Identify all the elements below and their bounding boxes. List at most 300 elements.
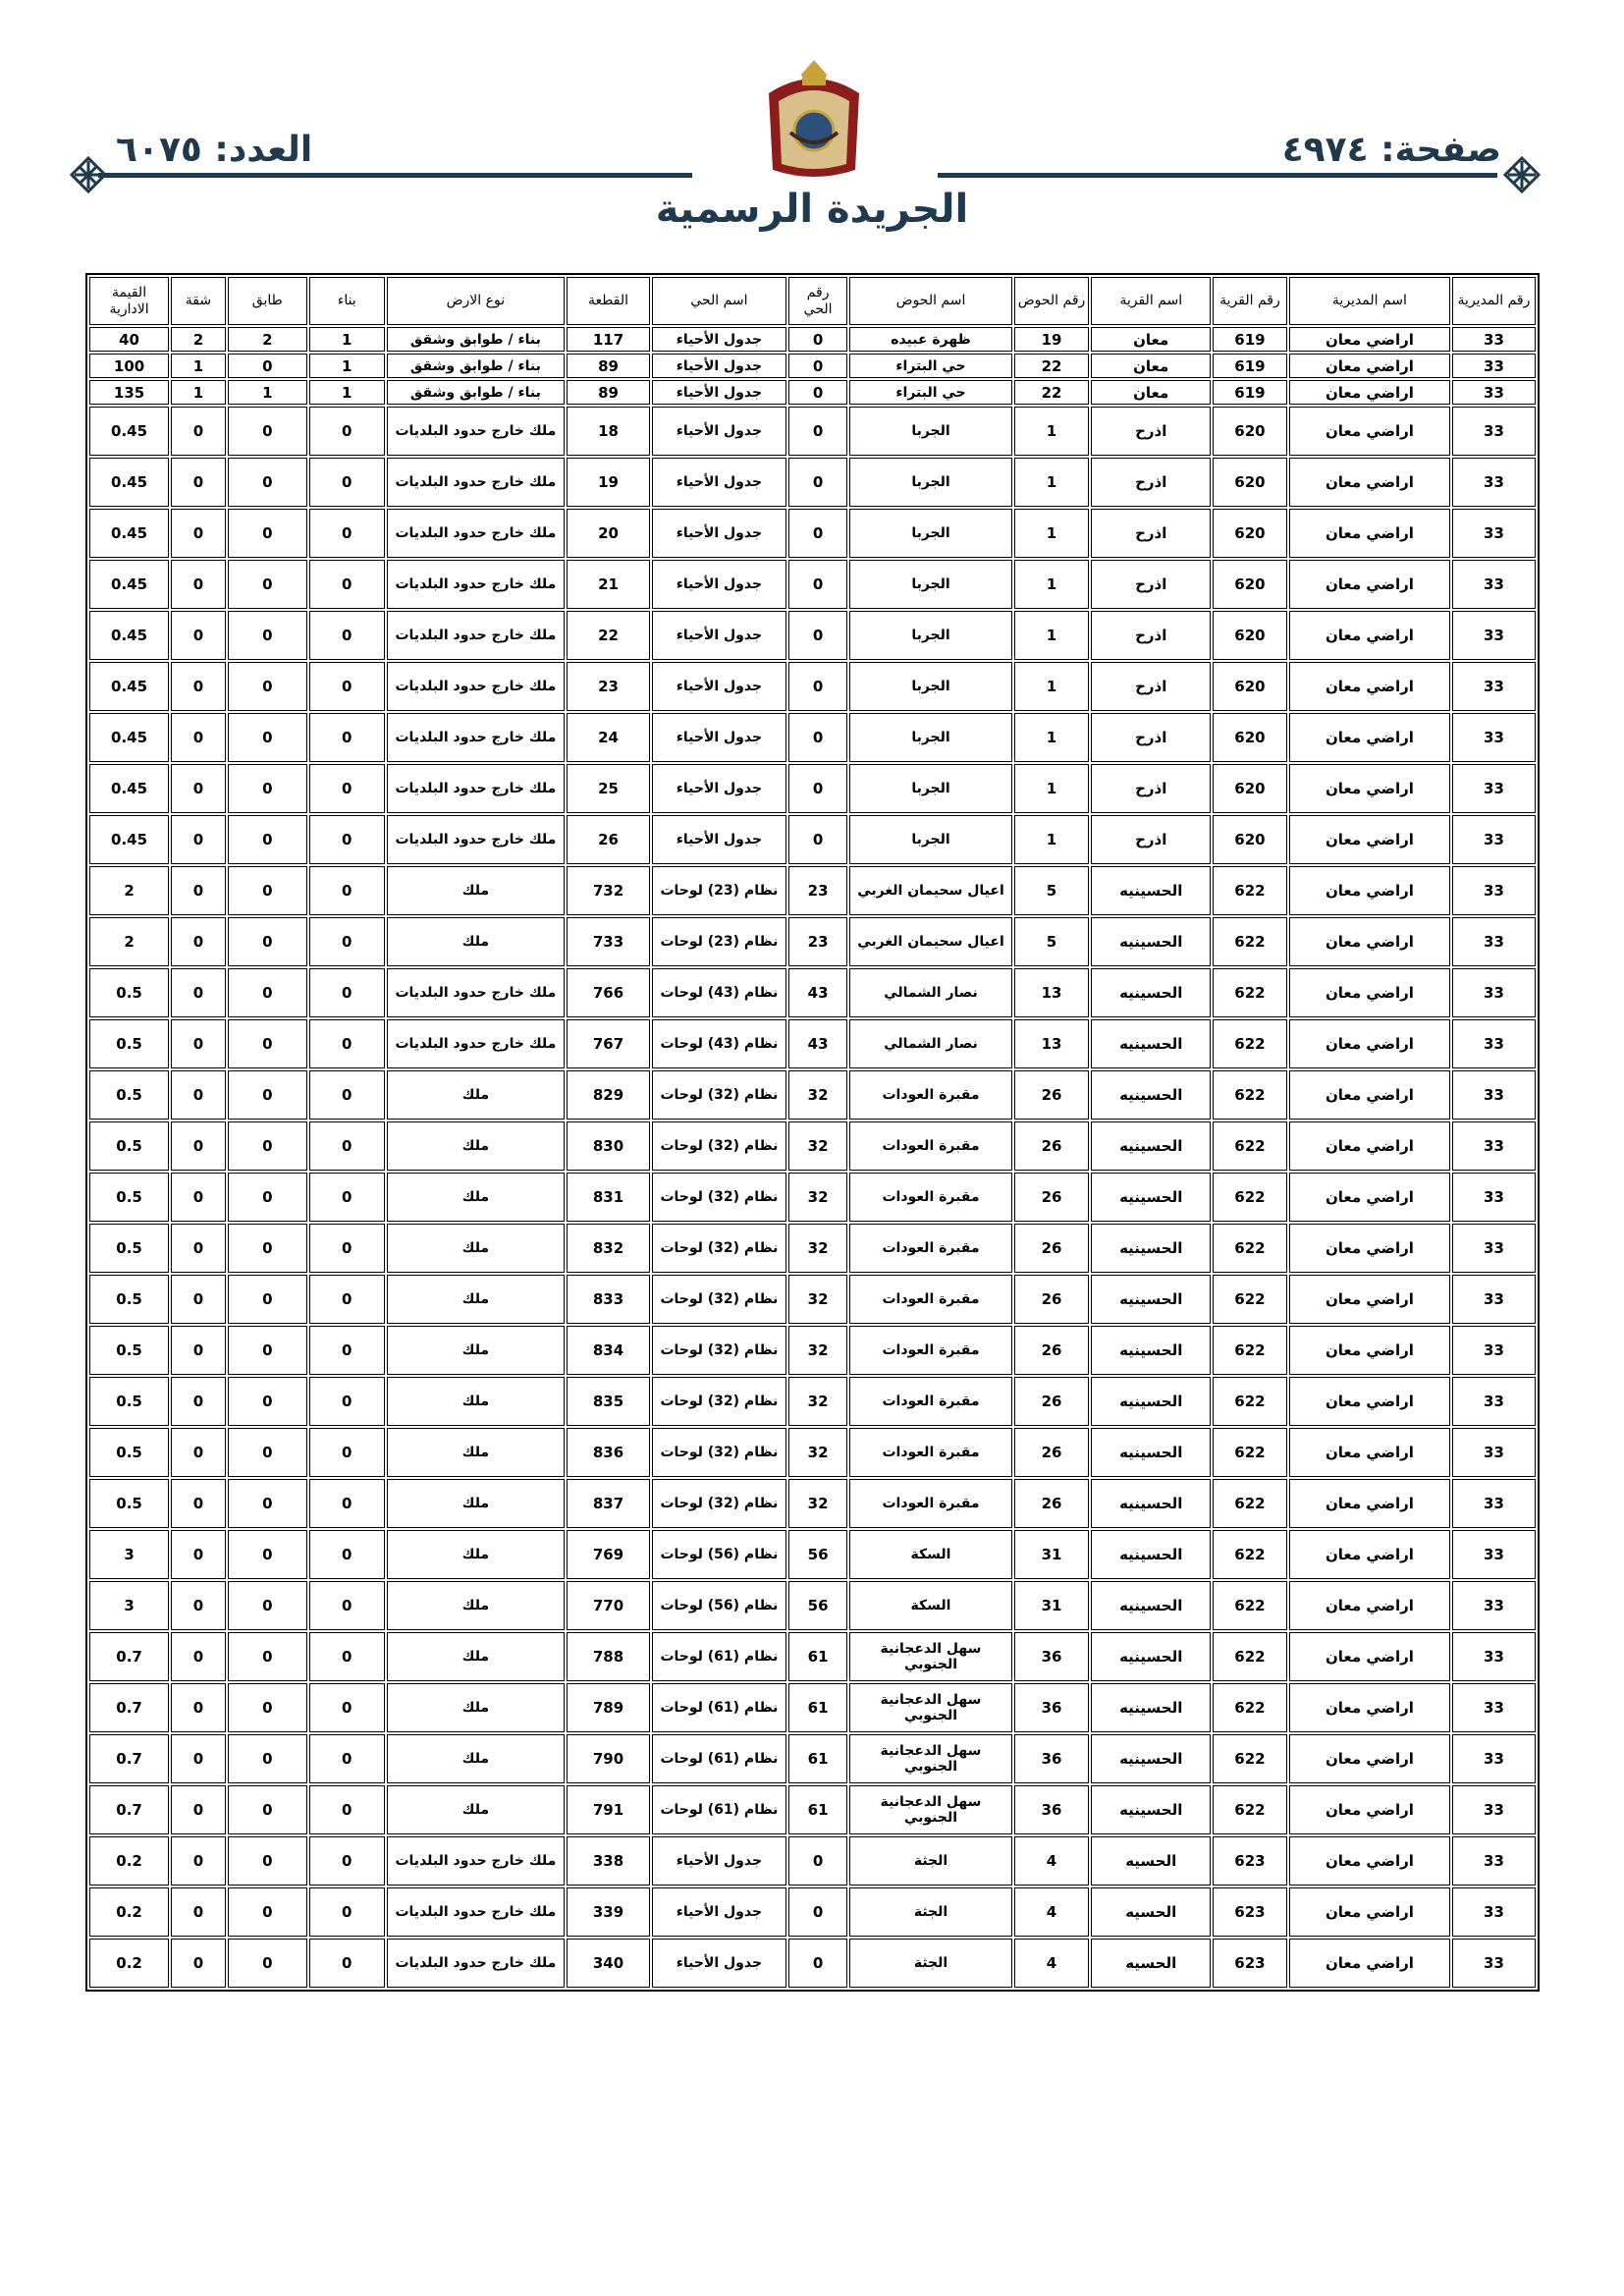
table-cell: 0 — [228, 662, 307, 711]
table-cell: 0.5 — [89, 1428, 169, 1477]
table-row — [89, 380, 1536, 405]
table-cell: 1 — [171, 354, 226, 378]
table-cell: بناء / طوابق وشقق — [387, 327, 565, 352]
table-cell: 837 — [567, 1479, 650, 1528]
table-cell: اراضي معان — [1289, 1224, 1450, 1273]
table-cell: 766 — [567, 968, 650, 1017]
table-cell: 0 — [309, 1428, 385, 1477]
table-cell: معان — [1091, 327, 1211, 352]
table-row — [89, 968, 1536, 1017]
table-cell: 0 — [309, 917, 385, 966]
table-cell: الحسينيه — [1091, 1632, 1211, 1681]
table-cell: اراضي معان — [1289, 509, 1450, 558]
table-cell: 622 — [1213, 1121, 1287, 1171]
table-cell: 0 — [171, 1326, 226, 1375]
table-cell: الحسينيه — [1091, 1377, 1211, 1426]
table-row — [89, 1734, 1536, 1783]
table-row — [89, 1326, 1536, 1375]
col-header: القطعة — [567, 277, 650, 325]
table-cell: الحسينيه — [1091, 1428, 1211, 1477]
table-cell: 1 — [309, 380, 385, 405]
table-cell: 0 — [171, 764, 226, 813]
table-cell: مقبرة العودات — [849, 1479, 1011, 1528]
table-cell: 0 — [171, 407, 226, 456]
table-cell: 33 — [1452, 1275, 1536, 1324]
table-cell: 1 — [1014, 407, 1090, 456]
table-cell: 56 — [788, 1581, 848, 1630]
table-cell: 0 — [171, 1019, 226, 1068]
table-cell: اراضي معان — [1289, 380, 1450, 405]
table-cell: اراضي معان — [1289, 968, 1450, 1017]
table-cell: 33 — [1452, 1121, 1536, 1171]
table-cell: 0 — [228, 407, 307, 456]
table-cell: 26 — [1014, 1479, 1090, 1528]
table-cell: 0 — [788, 1887, 848, 1937]
table-cell: 0 — [788, 662, 848, 711]
table-cell: 0 — [171, 458, 226, 507]
table-cell: جدول الأحياء — [652, 354, 786, 378]
table-cell: 33 — [1452, 815, 1536, 864]
table-cell: 833 — [567, 1275, 650, 1324]
table-cell: ملك خارج حدود البلديات — [387, 764, 565, 813]
table-cell: 33 — [1452, 917, 1536, 966]
table-cell: اراضي معان — [1289, 1326, 1450, 1375]
table-cell: 36 — [1014, 1785, 1090, 1834]
table-cell: 0.7 — [89, 1734, 169, 1783]
table-cell: سهل الدعجانية الجنوبي — [849, 1734, 1011, 1783]
table-cell: 33 — [1452, 1173, 1536, 1222]
table-cell: 32 — [788, 1428, 848, 1477]
table-cell: 33 — [1452, 866, 1536, 915]
table-cell: 835 — [567, 1377, 650, 1426]
table-cell: ملك — [387, 1326, 565, 1375]
table-cell: 20 — [567, 509, 650, 558]
table-cell: 0 — [309, 1173, 385, 1222]
table-cell: 0 — [228, 1734, 307, 1783]
table-cell: 620 — [1213, 662, 1287, 711]
table-row — [89, 815, 1536, 864]
table-row — [89, 1173, 1536, 1222]
table-cell: 732 — [567, 866, 650, 915]
table-cell: ملك خارج حدود البلديات — [387, 1939, 565, 1988]
table-cell: 834 — [567, 1326, 650, 1375]
table-cell: الجربا — [849, 764, 1011, 813]
table-cell: اراضي معان — [1289, 1479, 1450, 1528]
table-cell: ملك خارج حدود البلديات — [387, 1887, 565, 1937]
table-cell: 3 — [89, 1581, 169, 1630]
table-cell: 0 — [228, 1275, 307, 1324]
table-cell: 620 — [1213, 713, 1287, 762]
col-header: اسم الحي — [652, 277, 786, 325]
table-cell: حي البتراء — [849, 380, 1011, 405]
table-cell: 61 — [788, 1632, 848, 1681]
table-cell: 622 — [1213, 1326, 1287, 1375]
table-cell: 4 — [1014, 1939, 1090, 1988]
table-cell: مقبرة العودات — [849, 1377, 1011, 1426]
table-cell: 1 — [171, 380, 226, 405]
table-cell: نظام (56) لوحات — [652, 1530, 786, 1579]
table-cell: اذرح — [1091, 764, 1211, 813]
table-cell: 623 — [1213, 1887, 1287, 1937]
table-cell: 1 — [1014, 611, 1090, 660]
coat-of-arms-emblem — [761, 54, 867, 182]
col-header: اسم الحوض — [849, 277, 1011, 325]
table-cell: 0.5 — [89, 968, 169, 1017]
table-cell: 0 — [228, 1377, 307, 1426]
table-row — [89, 1224, 1536, 1273]
table-cell: اراضي معان — [1289, 917, 1450, 966]
table-cell: 61 — [788, 1785, 848, 1834]
table-cell: 0 — [309, 1632, 385, 1681]
table-cell: 0.45 — [89, 509, 169, 558]
table-cell: اراضي معان — [1289, 1683, 1450, 1732]
table-cell: 0.5 — [89, 1019, 169, 1068]
table-cell: 0 — [228, 1887, 307, 1937]
table-row — [89, 1581, 1536, 1630]
table-cell: 0 — [309, 968, 385, 1017]
table-cell: 829 — [567, 1070, 650, 1120]
table-cell: 622 — [1213, 968, 1287, 1017]
table-cell: 4 — [1014, 1836, 1090, 1886]
table-cell: 33 — [1452, 509, 1536, 558]
table-cell: 33 — [1452, 1326, 1536, 1375]
table-cell: اراضي معان — [1289, 1377, 1450, 1426]
table-cell: 622 — [1213, 1377, 1287, 1426]
table-cell: اراضي معان — [1289, 1939, 1450, 1988]
table-cell: 0.45 — [89, 560, 169, 609]
table-cell: اراضي معان — [1289, 1019, 1450, 1068]
table-row — [89, 662, 1536, 711]
table-cell: الجثة — [849, 1887, 1011, 1937]
table-cell: الحسينيه — [1091, 1683, 1211, 1732]
table-cell: 0 — [228, 458, 307, 507]
table-cell: الحسينيه — [1091, 1326, 1211, 1375]
table-cell: السكة — [849, 1581, 1011, 1630]
table-cell: 339 — [567, 1887, 650, 1937]
table-cell: 0 — [788, 1939, 848, 1988]
table-cell: اراضي معان — [1289, 1428, 1450, 1477]
table-cell: 0 — [171, 1173, 226, 1222]
table-cell: الجربا — [849, 611, 1011, 660]
table-cell: 0.45 — [89, 458, 169, 507]
table-cell: نظام (43) لوحات — [652, 968, 786, 1017]
table-cell: 1 — [1014, 764, 1090, 813]
table-cell: 0 — [309, 1019, 385, 1068]
table-cell: 0.45 — [89, 764, 169, 813]
table-cell: 2 — [171, 327, 226, 352]
table-cell: 0 — [171, 662, 226, 711]
table-cell: 619 — [1213, 327, 1287, 352]
table-cell: 23 — [788, 866, 848, 915]
table-cell: اذرح — [1091, 407, 1211, 456]
table-row — [89, 1377, 1536, 1426]
table-cell: اراضي معان — [1289, 1070, 1450, 1120]
table-cell: 620 — [1213, 407, 1287, 456]
table-cell: الجربا — [849, 458, 1011, 507]
table-cell: 622 — [1213, 1173, 1287, 1222]
table-cell: 32 — [788, 1070, 848, 1120]
table-cell: 31 — [1014, 1581, 1090, 1630]
table-cell: نظام (32) لوحات — [652, 1377, 786, 1426]
table-cell: 620 — [1213, 764, 1287, 813]
table-cell: مقبرة العودات — [849, 1428, 1011, 1477]
table-cell: 0 — [171, 1785, 226, 1834]
table-cell: 0.45 — [89, 662, 169, 711]
table-cell: 620 — [1213, 458, 1287, 507]
table-cell: الحسينيه — [1091, 1785, 1211, 1834]
table-cell: 789 — [567, 1683, 650, 1732]
table-cell: الحسينيه — [1091, 1019, 1211, 1068]
table-cell: 0 — [228, 611, 307, 660]
col-header: رقم الحوض — [1014, 277, 1090, 325]
table-cell: 0 — [228, 1224, 307, 1273]
table-cell: 1 — [228, 380, 307, 405]
table-cell: 100 — [89, 354, 169, 378]
table-cell: معان — [1091, 354, 1211, 378]
table-cell: ملك خارج حدود البلديات — [387, 1019, 565, 1068]
table-cell: 0 — [228, 1632, 307, 1681]
table-row — [89, 1836, 1536, 1886]
table-cell: 5 — [1014, 917, 1090, 966]
table-cell: ملك خارج حدود البلديات — [387, 458, 565, 507]
table-cell: 0.45 — [89, 815, 169, 864]
table-cell: اراضي معان — [1289, 1734, 1450, 1783]
table-cell: اراضي معان — [1289, 1632, 1450, 1681]
table-cell: 89 — [567, 354, 650, 378]
table-cell: 830 — [567, 1121, 650, 1171]
table-cell: اذرح — [1091, 560, 1211, 609]
table-cell: 622 — [1213, 1785, 1287, 1834]
table-cell: ملك خارج حدود البلديات — [387, 1836, 565, 1886]
table-cell: 0.5 — [89, 1377, 169, 1426]
table-cell: 0 — [228, 815, 307, 864]
table-cell: اراضي معان — [1289, 713, 1450, 762]
table-cell: 33 — [1452, 764, 1536, 813]
table-cell: 32 — [788, 1377, 848, 1426]
table-cell: 0 — [309, 1224, 385, 1273]
table-cell: 23 — [788, 917, 848, 966]
table-cell: 733 — [567, 917, 650, 966]
table-cell: جدول الأحياء — [652, 407, 786, 456]
table-cell: 0.5 — [89, 1224, 169, 1273]
table-cell: نظام (32) لوحات — [652, 1275, 786, 1324]
table-cell: الحسينيه — [1091, 968, 1211, 1017]
table-cell: 622 — [1213, 1734, 1287, 1783]
table-cell: 61 — [788, 1683, 848, 1732]
table-cell: اراضي معان — [1289, 1275, 1450, 1324]
table-cell: الحسينيه — [1091, 917, 1211, 966]
table-cell: 33 — [1452, 1939, 1536, 1988]
table-cell: 22 — [1014, 354, 1090, 378]
table-cell: جدول الأحياء — [652, 1939, 786, 1988]
table-cell: اراضي معان — [1289, 458, 1450, 507]
table-cell: 622 — [1213, 1581, 1287, 1630]
table-cell: 0 — [228, 1019, 307, 1068]
table-cell: 0 — [309, 1275, 385, 1324]
table-cell: 40 — [89, 327, 169, 352]
table-cell: 117 — [567, 327, 650, 352]
table-cell: 0 — [171, 917, 226, 966]
table-cell: اراضي معان — [1289, 327, 1450, 352]
table-cell: جدول الأحياء — [652, 560, 786, 609]
table-cell: اراضي معان — [1289, 1887, 1450, 1937]
table-row — [89, 1530, 1536, 1579]
table-cell: 622 — [1213, 917, 1287, 966]
table-cell: 33 — [1452, 458, 1536, 507]
col-header: بناء — [309, 277, 385, 325]
table-cell: 36 — [1014, 1683, 1090, 1732]
table-cell: 2 — [89, 866, 169, 915]
table-cell: 33 — [1452, 1836, 1536, 1886]
table-cell: ملك — [387, 917, 565, 966]
table-cell: 0.7 — [89, 1785, 169, 1834]
table-cell: الحسينيه — [1091, 866, 1211, 915]
table-cell: 1 — [309, 354, 385, 378]
table-cell: نظام (43) لوحات — [652, 1019, 786, 1068]
table-cell: اراضي معان — [1289, 354, 1450, 378]
table-cell: 33 — [1452, 1785, 1536, 1834]
table-cell: 33 — [1452, 968, 1536, 1017]
table-cell: 1 — [1014, 662, 1090, 711]
table-cell: اراضي معان — [1289, 1581, 1450, 1630]
col-header: نوع الارض — [387, 277, 565, 325]
table-cell: 4 — [1014, 1887, 1090, 1937]
table-cell: 622 — [1213, 1019, 1287, 1068]
header-rule-left — [98, 173, 692, 178]
table-cell: 0 — [171, 1224, 226, 1273]
table-cell: 21 — [567, 560, 650, 609]
table-cell: 0 — [788, 327, 848, 352]
table-cell: 0 — [228, 866, 307, 915]
col-header: اسم القرية — [1091, 277, 1211, 325]
table-cell: 26 — [1014, 1224, 1090, 1273]
table-cell: ملك خارج حدود البلديات — [387, 662, 565, 711]
table-cell: 619 — [1213, 380, 1287, 405]
table-cell: 23 — [567, 662, 650, 711]
table-cell: مقبرة العودات — [849, 1224, 1011, 1273]
table-cell: 0 — [309, 815, 385, 864]
table-cell: 0 — [309, 1939, 385, 1988]
table-cell: جدول الأحياء — [652, 458, 786, 507]
table-cell: 622 — [1213, 1275, 1287, 1324]
table-cell: 0 — [309, 1734, 385, 1783]
table-cell: الحسيه — [1091, 1887, 1211, 1937]
table-cell: 622 — [1213, 1632, 1287, 1681]
table-cell: 33 — [1452, 1530, 1536, 1579]
table-cell: 836 — [567, 1428, 650, 1477]
table-cell: اذرح — [1091, 815, 1211, 864]
table-cell: الحسيه — [1091, 1836, 1211, 1886]
table-cell: 0 — [171, 1939, 226, 1988]
table-cell: 620 — [1213, 611, 1287, 660]
table-cell: جدول الأحياء — [652, 713, 786, 762]
table-cell: جدول الأحياء — [652, 815, 786, 864]
table-cell: 0 — [228, 1939, 307, 1988]
table-cell: 0 — [309, 1121, 385, 1171]
table-cell: 0 — [788, 354, 848, 378]
table-cell: 19 — [567, 458, 650, 507]
table-cell: جدول الأحياء — [652, 1836, 786, 1886]
table-cell: 769 — [567, 1530, 650, 1579]
table-cell: 0 — [171, 1070, 226, 1120]
table-cell: 26 — [1014, 1377, 1090, 1426]
table-cell: 622 — [1213, 1070, 1287, 1120]
table-cell: 1 — [309, 327, 385, 352]
table-cell: ملك — [387, 1173, 565, 1222]
table-cell: 33 — [1452, 380, 1536, 405]
table-cell: 26 — [1014, 1275, 1090, 1324]
table-cell: 1 — [1014, 509, 1090, 558]
col-header: رقم المديرية — [1452, 277, 1536, 325]
table-cell: 0 — [228, 713, 307, 762]
table-cell: 0 — [788, 611, 848, 660]
table-cell: 43 — [788, 968, 848, 1017]
table-cell: 33 — [1452, 1019, 1536, 1068]
table-row — [89, 917, 1536, 966]
table-cell: ملك — [387, 1275, 565, 1324]
table-cell: 0 — [171, 1836, 226, 1886]
table-cell: 26 — [567, 815, 650, 864]
table-cell: جدول الأحياء — [652, 611, 786, 660]
table-cell: 32 — [788, 1275, 848, 1324]
table-cell: 0 — [171, 611, 226, 660]
col-header: رقم القرية — [1213, 277, 1287, 325]
table-cell: 0.5 — [89, 1121, 169, 1171]
table-cell: 791 — [567, 1785, 650, 1834]
table-cell: 32 — [788, 1479, 848, 1528]
table-cell: الجربا — [849, 713, 1011, 762]
table-cell: سهل الدعجانية الجنوبي — [849, 1632, 1011, 1681]
table-cell: 0.45 — [89, 611, 169, 660]
table-cell: 0 — [228, 1581, 307, 1630]
table-cell: 0 — [788, 509, 848, 558]
table-cell: اراضي معان — [1289, 1173, 1450, 1222]
table-cell: سهل الدعجانية الجنوبي — [849, 1683, 1011, 1732]
table-cell: ظهرة عبيده — [849, 327, 1011, 352]
table-cell: نظام (23) لوحات — [652, 866, 786, 915]
table-cell: 770 — [567, 1581, 650, 1630]
table-cell: 832 — [567, 1224, 650, 1273]
table-cell: 56 — [788, 1530, 848, 1579]
table-cell: 0 — [228, 917, 307, 966]
table-cell: 0 — [309, 662, 385, 711]
table-cell: 0 — [228, 560, 307, 609]
table-cell: 26 — [1014, 1173, 1090, 1222]
table-cell: الجثة — [849, 1836, 1011, 1886]
table-cell: 0 — [171, 1275, 226, 1324]
table-cell: 0 — [171, 1581, 226, 1630]
table-cell: 622 — [1213, 1479, 1287, 1528]
table-cell: الحسينيه — [1091, 1581, 1211, 1630]
table-cell: 1 — [1014, 560, 1090, 609]
table-cell: 33 — [1452, 1632, 1536, 1681]
col-header: رقم الحي — [788, 277, 848, 325]
table-cell: 619 — [1213, 354, 1287, 378]
table-cell: 0 — [228, 1836, 307, 1886]
table-cell: 36 — [1014, 1734, 1090, 1783]
table-cell: 33 — [1452, 1734, 1536, 1783]
table-cell: نظام (61) لوحات — [652, 1785, 786, 1834]
table-cell: 0 — [788, 815, 848, 864]
table-row — [89, 327, 1536, 352]
table-cell: اراضي معان — [1289, 764, 1450, 813]
table-cell: 790 — [567, 1734, 650, 1783]
table-cell: 0 — [309, 764, 385, 813]
table-cell: 0 — [228, 354, 307, 378]
table-cell: 2 — [89, 917, 169, 966]
table-cell: 1 — [1014, 713, 1090, 762]
table-cell: 135 — [89, 380, 169, 405]
